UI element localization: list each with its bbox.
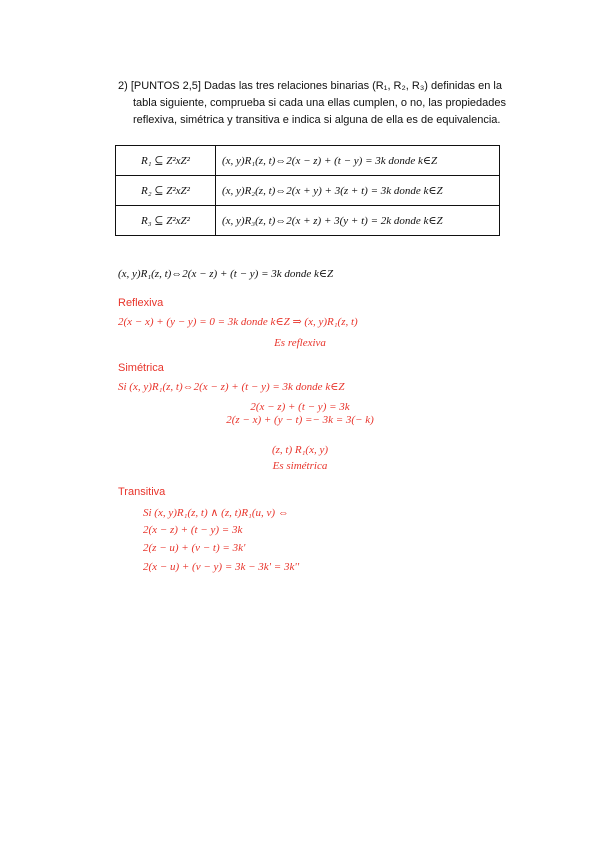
problem-line-1: 2) [PUNTOS 2,5] Dadas las tres relaciones binarias (R₁, R₂, R₃) definidas en la bbox=[118, 80, 502, 92]
transitiva-line-4: 2(x − u) + (v − y) = 3k − 3k' = 3k'' bbox=[143, 561, 300, 573]
relation-set-cell: R₃ ⊆ Z²xZ² bbox=[116, 206, 216, 236]
transitiva-line-2: 2(x − z) + (t − y) = 3k bbox=[143, 524, 243, 536]
relation-definition-cell: (x, y)R₁(z, t)⇔2(x − z) + (t − y) = 3k donde k∈Z bbox=[216, 146, 500, 176]
relations-table bbox=[115, 145, 500, 236]
simetrica-line-1: Si (x, y)R₁(z, t)⇔2(x − z) + (t − y) = 3k donde k∈Z bbox=[118, 381, 345, 393]
relation-definition-cell: (x, y)R₂(z, t)⇔2(x + y) + 3(z + t) = 3k donde k∈Z bbox=[216, 176, 500, 206]
simetrica-conclusion: Es simétrica bbox=[272, 460, 328, 472]
table-row bbox=[116, 206, 500, 236]
reflexiva-heading: Reflexiva bbox=[118, 297, 164, 309]
problem-statement bbox=[118, 78, 506, 129]
relation-set-cell: R₂ ⊆ Z²xZ² bbox=[116, 176, 216, 206]
reflexiva-conclusion: Es reflexiva bbox=[274, 337, 326, 349]
transitiva-line-3: 2(z − u) + (v − t) = 3k' bbox=[143, 542, 246, 554]
simetrica-heading: Simétrica bbox=[118, 362, 164, 374]
simetrica-line-3: 2(z − x) + (y − t) =− 3k = 3(− k) bbox=[226, 414, 374, 426]
transitiva-line-1: Si (x, y)R₁(z, t) ∧ (z, t)R₁(u, v) ⇔ bbox=[143, 507, 289, 519]
solution-definition: (x, y)R₁(z, t)⇔2(x − z) + (t − y) = 3k donde k∈Z bbox=[118, 268, 334, 280]
relation-set-cell: R₁ ⊆ Z²xZ² bbox=[116, 146, 216, 176]
problem-line-3: reflexiva, simétrica y transitiva e indica si alguna de ella es de equivalencia. bbox=[133, 114, 501, 126]
relation-definition-cell: (x, y)R₃(z, t)⇔2(x + z) + 3(y + t) = 2k donde k∈Z bbox=[216, 206, 500, 236]
table-row bbox=[116, 146, 500, 176]
reflexiva-line: 2(x − x) + (y − y) = 0 = 3k donde k∈Z ⇒ (x, y)R₁(z, t) bbox=[118, 316, 358, 328]
simetrica-line-2: 2(x − z) + (t − y) = 3k bbox=[250, 401, 350, 413]
problem-line-2: tabla siguiente, comprueba si cada una ellas cumplen, o no, las propiedades bbox=[133, 97, 507, 109]
simetrica-line-4: (z, t) R₁(x, y) bbox=[271, 444, 329, 456]
transitiva-heading: Transitiva bbox=[118, 486, 166, 498]
table-row bbox=[116, 176, 500, 206]
